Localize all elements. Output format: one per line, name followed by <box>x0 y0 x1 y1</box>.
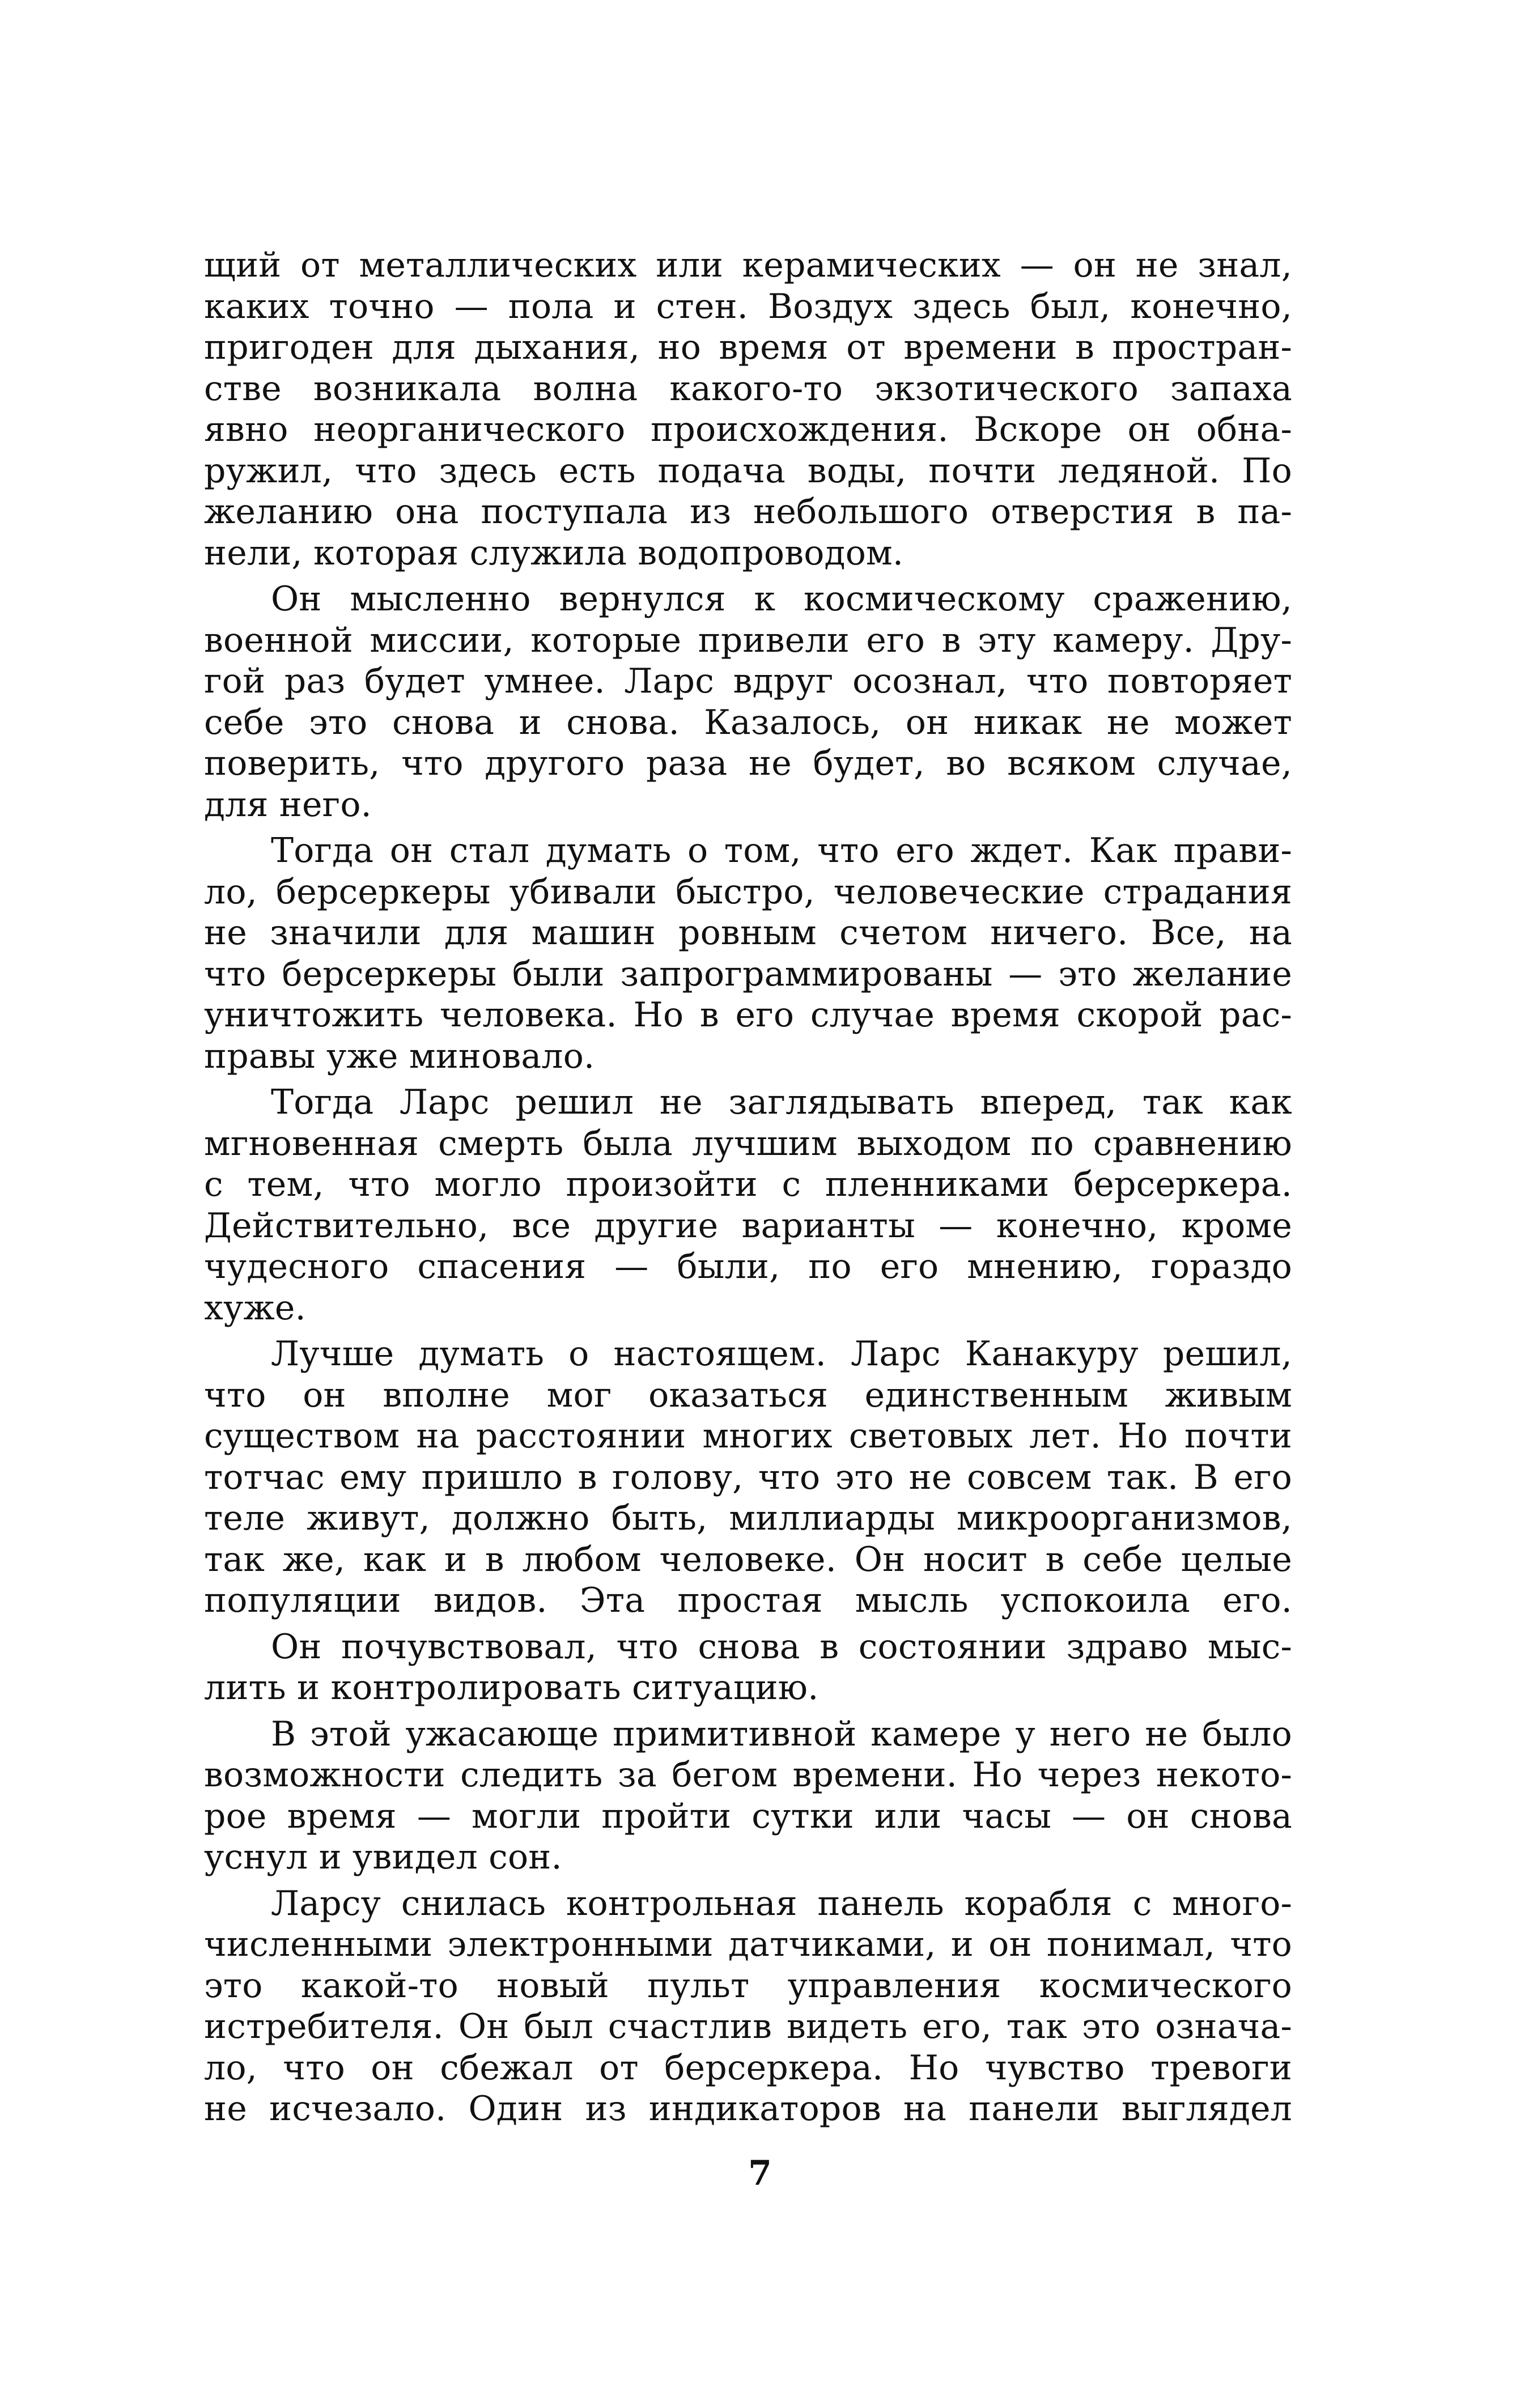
text-line: нели, которая служила водопроводом. <box>204 533 904 573</box>
text-line: так же, как и в любом человеке. Он носит в себе целые <box>204 1539 1292 1579</box>
text-line: лить и контролировать ситуацию. <box>204 1668 819 1708</box>
body-text <box>204 245 1292 2130</box>
page-number: 7 <box>748 2154 772 2193</box>
paragraph <box>204 1883 1292 2130</box>
text-line: пригоден для дыхания, но время от времени в простран- <box>204 328 1292 367</box>
text-line: тотчас ему пришло в голову, что это не совсем так. В его <box>204 1457 1292 1497</box>
text-line: не значили для машин ровным счетом ничего. Все, на <box>204 913 1292 953</box>
text-line: уснул и увидел сон. <box>204 1837 562 1877</box>
text-line: Тогда он стал думать о том, что его ждет. Как прави- <box>271 831 1292 870</box>
paragraph <box>204 1714 1292 1878</box>
text-line: В этой ужасающе примитивной камере у него не было <box>271 1714 1292 1754</box>
text-line: каких точно — пола и стен. Воздух здесь был, конечно, <box>204 286 1292 326</box>
text-line: не исчезало. Один из индикаторов на панели выглядел <box>204 2089 1292 2129</box>
text-line: себе это снова и снова. Казалось, он никак не может <box>204 702 1292 742</box>
text-line: популяции видов. Эта простая мысль успокоила его. <box>204 1581 1292 1620</box>
text-line: Он мысленно вернулся к космическому сражению, <box>271 579 1292 619</box>
text-line: щий от металлических или керамических — он не знал, <box>204 245 1292 285</box>
text-line: что берсеркеры были запрограммированы — это желание <box>204 954 1292 994</box>
text-line: Тогда Ларс решил не заглядывать вперед, так как <box>271 1082 1292 1122</box>
paragraph <box>204 1082 1292 1328</box>
text-line: поверить, что другого раза не будет, во всяком случае, <box>204 744 1292 783</box>
paragraph <box>204 830 1292 1077</box>
text-line: чудесного спасения — были, по его мнению, гораздо <box>204 1247 1292 1286</box>
text-line: Ларсу снилась контрольная панель корабля с много- <box>271 1883 1292 1923</box>
text-line: военной миссии, которые привели его в эту камеру. Дру- <box>204 620 1292 660</box>
text-line: ло, берсеркеры убивали быстро, человеческие страдания <box>204 872 1292 912</box>
text-line: ло, что он сбежал от берсеркера. Но чувство тревоги <box>204 2048 1292 2088</box>
text-line: истребителя. Он был счастлив видеть его, так это означа- <box>204 2007 1292 2046</box>
text-line: Действительно, все другие варианты — конечно, кроме <box>204 1205 1292 1246</box>
text-line: для него. <box>204 784 372 825</box>
text-line: возможности следить за бегом времени. Но через некото- <box>204 1755 1292 1795</box>
paragraph <box>204 579 1292 825</box>
text-line: Лучше думать о настоящем. Ларс Канакуру решил, <box>271 1334 1292 1374</box>
text-line: правы уже миновало. <box>204 1036 595 1076</box>
text-line: рое время — могли пройти сутки или часы — он снова <box>204 1796 1292 1836</box>
text-line: уничтожить человека. Но в его случае время скорой рас- <box>204 995 1292 1035</box>
text-line: мгновенная смерть была лучшим выходом по сравнению <box>204 1123 1292 1163</box>
text-line: это какой-то новый пульт управления космического <box>204 1965 1292 2006</box>
text-line: Он почувствовал, что снова в состоянии здраво мыс- <box>271 1626 1292 1667</box>
text-line: существом на расстоянии многих световых лет. Но почти <box>204 1416 1292 1456</box>
text-line: явно неорганического происхождения. Вскоре он обна- <box>204 410 1292 449</box>
text-line: с тем, что могло произойти с пленниками берсеркера. <box>204 1165 1292 1204</box>
paragraph <box>204 245 1292 574</box>
text-line: теле живут, должно быть, миллиарды микроорганизмов, <box>204 1498 1292 1538</box>
text-line: желанию она поступала из небольшого отверстия в па- <box>204 492 1292 532</box>
text-line: численными электронными датчиками, и он понимал, что <box>204 1925 1292 1964</box>
paragraph <box>204 1333 1292 1621</box>
text-line: стве возникала волна какого-то экзотического запаха <box>204 368 1292 409</box>
text-line: хуже. <box>204 1288 306 1328</box>
paragraph <box>204 1626 1292 1709</box>
text-line: что он вполне мог оказаться единственным живым <box>204 1375 1292 1415</box>
text-line: гой раз будет умнее. Ларс вдруг осознал, что повторяет <box>204 661 1292 701</box>
text-line: ружил, что здесь есть подача воды, почти ледяной. По <box>204 451 1292 491</box>
